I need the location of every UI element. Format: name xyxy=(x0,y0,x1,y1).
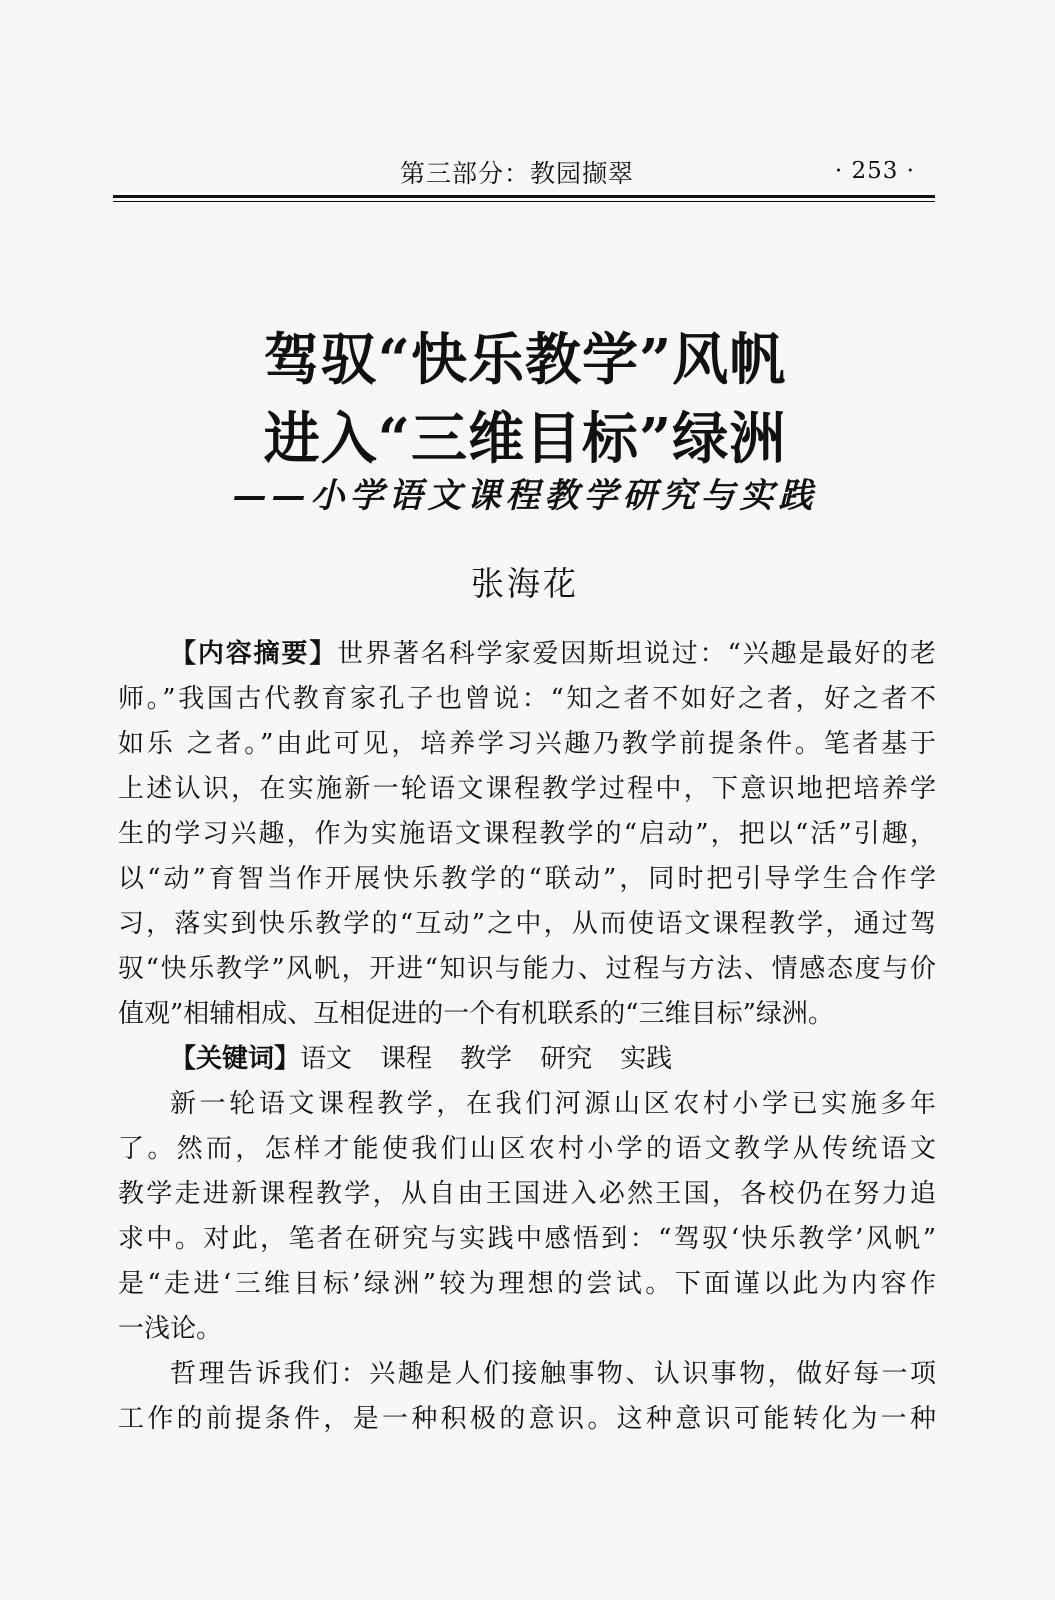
abstract-line: 师。”我国古代教育家孔子也曾说：“知之者不如好之者，好之者不 xyxy=(118,684,936,714)
running-header xyxy=(115,150,935,190)
abstract-line: 以“动”育智当作开展快乐教学的“联动”，同时把引导学生合作学 xyxy=(118,864,936,894)
subtitle: ——小学语文课程教学研究与实践 xyxy=(232,476,818,516)
paragraph-line: 新一轮语文课程教学，在我们河源山区农村小学已实施多年 xyxy=(170,1089,936,1119)
abstract-label: 【内容摘要】 xyxy=(170,639,338,669)
title-line-2: 进入“三维目标”绿洲 xyxy=(263,406,787,472)
title-line-1: 驾驭“快乐教学”风帆 xyxy=(263,327,787,393)
abstract-text: 世界著名科学家爱因斯坦说过：“兴趣是最好的老 xyxy=(337,639,936,669)
abstract-line: 驭“快乐教学”风帆，开进“知识与能力、过程与方法、情感态度与价 xyxy=(118,954,936,984)
header-rule-thick xyxy=(113,195,935,198)
paragraph-line: 了。然而，怎样才能使我们山区农村小学的语文教学从传统语文 xyxy=(118,1134,936,1164)
header-section-title: 第三部分：教园撷翠 xyxy=(400,159,635,188)
header-rule-thin xyxy=(113,201,935,202)
article-body xyxy=(118,632,936,1442)
keyword: 课程 xyxy=(380,1044,433,1074)
paragraph-line: 一浅论。 xyxy=(118,1314,223,1344)
keywords-label: 【关键词】 xyxy=(170,1044,301,1074)
paragraph-line: 教学走进新课程教学，从自由王国进入必然王国，各校仍在努力追 xyxy=(118,1179,936,1209)
paragraph-line: 工作的前提条件，是一种积极的意识。这种意识可能转化为一种 xyxy=(118,1404,936,1434)
paragraph-line: 是“走进‘三维目标’绿洲”较为理想的尝试。下面谨以此为内容作 xyxy=(118,1269,936,1299)
keyword: 实践 xyxy=(620,1044,673,1074)
abstract-line: 上述认识，在实施新一轮语文课程教学过程中，下意识地把培养学 xyxy=(118,774,936,804)
paragraph-line: 哲理告诉我们：兴趣是人们接触事物、认识事物，做好每一项 xyxy=(170,1359,936,1389)
abstract-line xyxy=(118,632,936,677)
abstract-line: 习，落实到快乐教学的“互动”之中，从而使语文课程教学，通过驾 xyxy=(118,909,936,939)
author-name: 张海花 xyxy=(471,564,579,603)
keywords-line xyxy=(118,1037,936,1082)
keyword: 教学 xyxy=(460,1044,513,1074)
paragraph-line: 求中。对此，笔者在研究与实践中感悟到：“驾驭‘快乐教学’风帆” xyxy=(118,1224,936,1254)
abstract-line: 如乐 之者。”由此可见，培养学习兴趣乃教学前提条件。笔者基于 xyxy=(118,729,936,759)
keyword: 研究 xyxy=(540,1044,593,1074)
abstract-line: 值观”相辅相成、互相促进的一个有机联系的“三维目标”绿洲。 xyxy=(118,999,834,1029)
abstract-line: 生的学习兴趣，作为实施语文课程教学的“启动”，把以“活”引趣， xyxy=(118,819,936,849)
header-page-number: · 253 · xyxy=(834,158,915,184)
keyword: 语文 xyxy=(300,1044,353,1074)
